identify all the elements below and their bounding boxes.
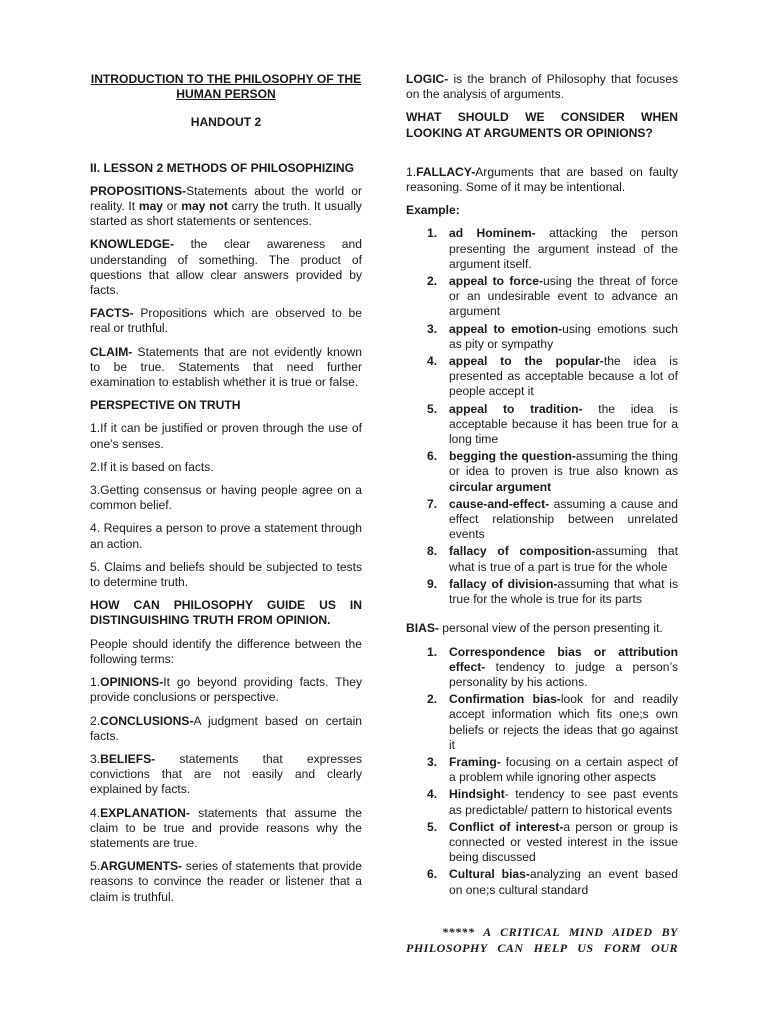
term-label: BELIEFS-	[100, 751, 156, 766]
knowledge-text: the clear awareness and understanding of something. The product of questions that allow clear answers provided by facts.	[90, 237, 362, 298]
item-number: 5.	[427, 819, 438, 834]
may-not-emphasis: may not	[181, 199, 228, 214]
perspective-item: 4. Requires a person to prove a statement through an action.	[90, 521, 362, 551]
item-number: 2.	[427, 274, 438, 289]
term-beliefs	[90, 752, 362, 798]
bias-list	[406, 645, 678, 898]
term-text: A judgment based on certain facts.	[90, 713, 362, 743]
example-label: Example:	[406, 203, 460, 218]
fallacy-list	[406, 226, 678, 607]
list-item	[427, 819, 679, 866]
item-text: assuming that what is true for the whole is true for its parts	[449, 576, 678, 607]
item-term: Conflict of interest-	[449, 819, 564, 834]
item-term: Confirmation bias-	[449, 692, 561, 707]
item-number: 1.	[427, 644, 438, 659]
handout-label: HANDOUT 2	[190, 115, 262, 130]
item-term: begging the question-	[449, 449, 576, 464]
term-text: statements that expresses convictions that are not easily and clearly explained by facts.	[90, 751, 362, 797]
bias-term: BIAS-	[406, 621, 439, 636]
item-number: 6.	[427, 449, 438, 464]
list-item	[427, 787, 678, 817]
item-text: look for and readily accept information which fits one;s own beliefs or rejects the ideas that go against it	[449, 692, 678, 752]
claim-text: Statements that are not evidently known to be true. Statements that need further examination to establish whether it is true or false.	[90, 344, 362, 390]
term-arguments	[90, 859, 362, 905]
list-item	[427, 354, 678, 400]
knowledge-term: KNOWLEDGE-	[90, 237, 174, 252]
list-item	[427, 226, 678, 272]
item-term: Cultural bias-	[449, 867, 530, 882]
item-number: 3.	[427, 321, 438, 336]
document-title: INTRODUCTION TO THE PHILOSOPHY OF THE HUMAN PERSON	[90, 72, 362, 102]
may-emphasis: may	[138, 199, 164, 214]
claim-paragraph	[90, 345, 362, 391]
item-text: attacking the person presenting the argument instead of the argument itself.	[449, 226, 678, 271]
fallacy-term: FALLACY-	[416, 164, 476, 179]
term-opinions	[90, 675, 362, 705]
guide-intro: People should identify the difference between the following terms:	[90, 636, 362, 666]
closing-quote	[406, 924, 678, 956]
knowledge-paragraph	[90, 237, 362, 298]
item-term: appeal to emotion-	[449, 321, 563, 336]
item-term: appeal to the popular-	[449, 354, 604, 369]
item-term: fallacy of composition-	[449, 544, 596, 559]
item-text: the idea is acceptable because it has been true for a long time	[449, 401, 678, 447]
item-term: cause-and-effect-	[449, 496, 550, 511]
lesson-heading: II. LESSON 2 METHODS OF PHILOSOPHIZING	[90, 160, 355, 175]
list-item	[427, 274, 678, 320]
term-number: 2.	[90, 713, 101, 728]
left-column	[90, 72, 362, 913]
logic-term: LOGIC-	[406, 72, 449, 86]
term-text: statements that assume the claim to be true and provide reasons why the statements are true.	[90, 805, 362, 850]
closing-quote-line-1: ***** A CRITICAL MIND AIDED BY	[442, 924, 678, 939]
item-number: 4.	[427, 354, 438, 369]
item-number: 5.	[427, 401, 438, 416]
perspective-item: 3.Getting consensus or having people agree on a common belief.	[90, 483, 362, 513]
item-number: 7.	[427, 496, 438, 511]
item-text: analyzing an event based on one;s cultural standard	[449, 867, 678, 897]
list-item	[427, 544, 678, 574]
term-number: 1.	[90, 675, 101, 690]
logic-paragraph	[406, 72, 678, 102]
list-item	[427, 321, 678, 352]
term-conclusions	[90, 714, 362, 744]
term-text: series of statements that provide reasons to convince the reader or listener that a claim is truthful.	[90, 859, 362, 904]
item-term: Correspondence bias or attribution effect-	[449, 644, 678, 674]
term-number: 4.	[90, 805, 101, 820]
item-text: assuming a cause and effect relationship between unrelated events	[449, 496, 678, 542]
list-item	[427, 496, 678, 543]
list-item	[427, 867, 678, 897]
term-number: 5.	[90, 859, 101, 874]
question-heading: WHAT SHOULD WE CONSIDER WHEN LOOKING AT ARGUMENTS OR OPINIONS?	[406, 110, 678, 140]
item-term: ad Hominem-	[449, 226, 536, 241]
logic-text: is the branch of Philosophy that focuses on the analysis of arguments.	[406, 72, 678, 102]
item-term: appeal to force-	[449, 274, 544, 289]
item-term: appeal to tradition-	[449, 401, 583, 416]
perspective-item: 1.If it can be justified or proven through the use of one’s senses.	[90, 421, 362, 451]
item-term: Hindsight	[449, 787, 505, 802]
propositions-text-c: carry the truth. It usually started as short statements or sentences.	[90, 199, 362, 229]
bias-paragraph	[406, 621, 678, 636]
list-item	[427, 692, 678, 753]
item-term: fallacy of division-	[449, 576, 558, 591]
list-item	[427, 401, 678, 448]
term-label: ARGUMENTS-	[100, 859, 183, 874]
item-number: 4.	[427, 787, 438, 802]
item-extra-term: circular argument	[449, 479, 552, 494]
term-label: EXPLANATION-	[100, 805, 190, 820]
propositions-term: PROPOSITIONS-	[90, 183, 187, 198]
fallacy-paragraph	[406, 165, 678, 195]
item-text: focusing on a certain aspect of a problem while ignoring other aspects	[449, 754, 678, 785]
item-text: - tendency to see past events as predictable/ pattern to historical events	[449, 787, 678, 817]
item-number: 3.	[427, 754, 438, 769]
list-item	[427, 754, 678, 785]
item-text: using the threat of force or an undesirable event to advance an argument	[449, 274, 678, 319]
list-item	[427, 644, 678, 691]
term-text: It go beyond providing facts. They provide conclusions or perspective.	[90, 675, 362, 705]
guide-heading: HOW CAN PHILOSOPHY GUIDE US IN DISTINGUISHING TRUTH FROM OPINION.	[90, 598, 362, 628]
term-number: 3.	[90, 751, 101, 766]
facts-term: FACTS-	[90, 306, 134, 321]
list-item	[427, 576, 678, 607]
item-text: tendency to judge a person’s personality by his actions.	[449, 659, 678, 689]
right-column	[406, 72, 678, 956]
list-item	[427, 449, 678, 495]
closing-quote-line-2: PHILOSOPHY CAN HELP US FORM OUR	[406, 940, 678, 955]
propositions-text-b: or	[163, 199, 182, 214]
item-text: assuming that what is true of a part is true for the whole	[449, 544, 678, 574]
propositions-text-a: Statements about the world or reality. It	[90, 183, 362, 214]
item-number: 6.	[427, 867, 438, 882]
bias-text: personal view of the person presenting it.	[438, 621, 663, 636]
item-term: Framing-	[449, 754, 501, 769]
item-number: 8.	[427, 544, 438, 559]
item-text: using emotions such as pity or sympathy	[449, 321, 678, 351]
item-number: 1.	[427, 226, 438, 241]
propositions-paragraph	[90, 184, 362, 230]
facts-text: Propositions which are observed to be real or truthful.	[90, 306, 362, 336]
fallacy-number: 1.	[406, 164, 417, 179]
perspective-item: 5. Claims and beliefs should be subjected to tests to determine truth.	[90, 559, 362, 590]
term-explanation	[90, 806, 362, 852]
item-number: 2.	[427, 692, 438, 707]
claim-term: CLAIM-	[90, 344, 133, 359]
term-label: CONCLUSIONS-	[100, 713, 194, 728]
item-number: 9.	[427, 576, 438, 591]
facts-paragraph	[90, 306, 362, 336]
item-text: a person or group is connected or vested interest in the issue being discussed	[449, 819, 679, 865]
term-label: OPINIONS-	[100, 675, 164, 690]
perspective-heading: PERSPECTIVE ON TRUTH	[90, 398, 241, 413]
perspective-item: 2.If it is based on facts.	[90, 459, 214, 474]
item-text: assuming the thing or idea to proven is true also known as	[449, 449, 678, 479]
fallacy-text: Arguments that are based on faulty reasoning. Some of it may be intentional.	[406, 164, 678, 195]
item-text: the idea is presented as acceptable because a lot of people accept it	[449, 354, 678, 399]
